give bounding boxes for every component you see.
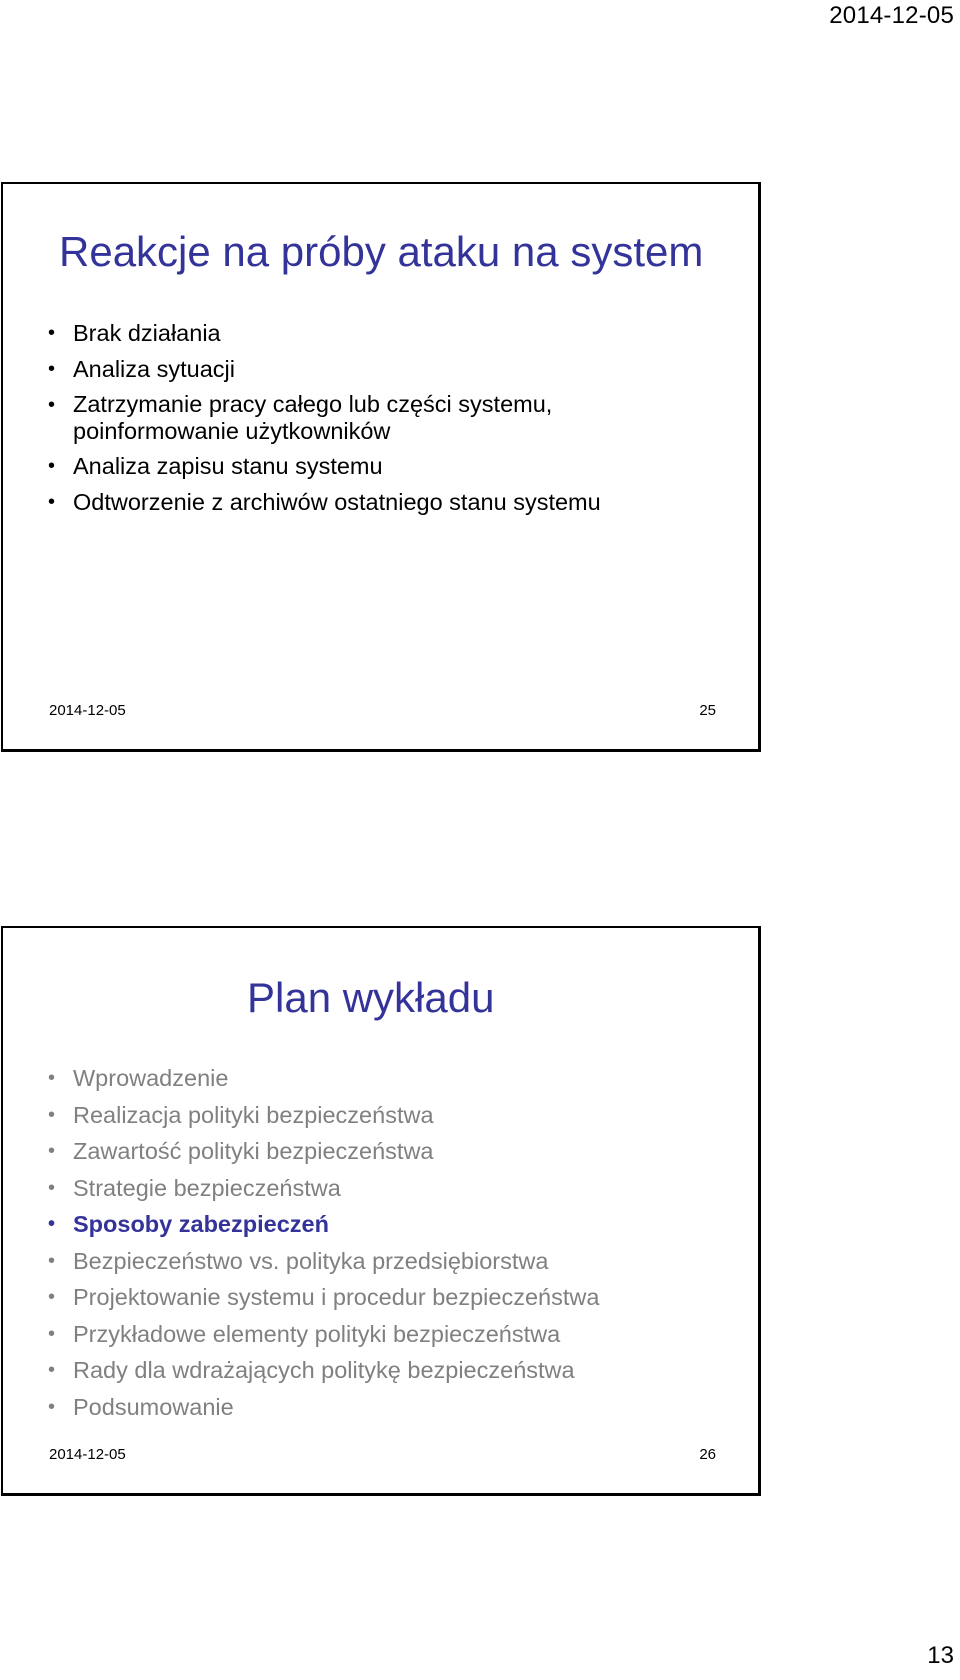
bullet-icon: • bbox=[48, 1322, 56, 1345]
list-item bbox=[48, 1064, 599, 1094]
bullet-text: Analiza zapisu stanu systemu bbox=[73, 453, 383, 479]
agenda-list bbox=[48, 1064, 599, 1429]
bullet-icon: • bbox=[48, 394, 56, 416]
bullet-icon: • bbox=[48, 1359, 56, 1381]
bullet-text: Podsumowanie bbox=[73, 1393, 234, 1420]
slide-number: 26 bbox=[699, 1446, 716, 1463]
bullet-icon: • bbox=[48, 1395, 56, 1418]
list-item bbox=[48, 1101, 599, 1131]
bullet-icon: • bbox=[48, 491, 56, 513]
page-header-date: 2014-12-05 bbox=[829, 2, 954, 29]
bullet-icon: • bbox=[48, 455, 56, 477]
bullet-text: Wprowadzenie bbox=[73, 1065, 229, 1091]
bullet-text: Analiza sytuacji bbox=[73, 356, 235, 382]
list-item bbox=[48, 319, 601, 348]
list-item bbox=[48, 488, 601, 517]
list-item bbox=[48, 1174, 599, 1204]
bullet-text: Zatrzymanie pracy całego lub części systemu, poinformowanie użytkowników bbox=[73, 391, 553, 444]
list-item bbox=[48, 355, 601, 384]
bullet-icon: • bbox=[48, 1249, 56, 1272]
list-item bbox=[48, 452, 601, 481]
slide-25 bbox=[1, 182, 761, 752]
bullet-icon: • bbox=[48, 1067, 56, 1089]
slide-title: Plan wykładu bbox=[247, 974, 495, 1021]
bullet-text: Realizacja polityki bezpieczeństwa bbox=[73, 1101, 434, 1128]
bullet-text: Zawartość polityki bezpieczeństwa bbox=[73, 1138, 434, 1164]
bullet-text: Projektowanie systemu i procedur bezpieczeństwa bbox=[73, 1284, 600, 1310]
bullet-list bbox=[48, 319, 601, 524]
bullet-icon: • bbox=[48, 1286, 56, 1308]
list-item bbox=[48, 1247, 599, 1277]
bullet-icon: • bbox=[48, 1140, 56, 1162]
bullet-text: Przykładowe elementy polityki bezpieczeństwa bbox=[73, 1320, 561, 1347]
slide-number: 25 bbox=[699, 702, 716, 719]
page-number: 13 bbox=[927, 1642, 954, 1669]
list-item bbox=[48, 1356, 599, 1386]
bullet-text: Brak działania bbox=[73, 320, 221, 346]
list-item-current bbox=[48, 1210, 599, 1240]
bullet-text: Bezpieczeństwo vs. polityka przedsiębiorstwa bbox=[73, 1247, 549, 1274]
bullet-text: Strategie bezpieczeństwa bbox=[73, 1174, 341, 1201]
slide-footer bbox=[49, 1446, 716, 1463]
list-item bbox=[48, 1393, 599, 1423]
bullet-text: Sposoby zabezpieczeń bbox=[73, 1211, 329, 1237]
bullet-text: Rady dla wdrażających politykę bezpieczeństwa bbox=[73, 1357, 575, 1383]
slide-title: Reakcje na próby ataku na system bbox=[59, 228, 704, 275]
slide-26 bbox=[1, 926, 761, 1496]
slide-footer bbox=[49, 702, 716, 719]
bullet-icon: • bbox=[48, 1103, 56, 1126]
list-item bbox=[48, 1283, 599, 1313]
list-item bbox=[48, 1320, 599, 1350]
bullet-text: Odtworzenie z archiwów ostatniego stanu systemu bbox=[73, 489, 601, 515]
bullet-icon: • bbox=[48, 358, 56, 380]
bullet-icon: • bbox=[48, 1213, 56, 1235]
bullet-icon: • bbox=[48, 1176, 56, 1199]
list-item bbox=[48, 391, 601, 445]
footer-date: 2014-12-05 bbox=[49, 702, 126, 719]
footer-date: 2014-12-05 bbox=[49, 1446, 126, 1463]
list-item bbox=[48, 1137, 599, 1167]
bullet-icon: • bbox=[48, 322, 56, 344]
